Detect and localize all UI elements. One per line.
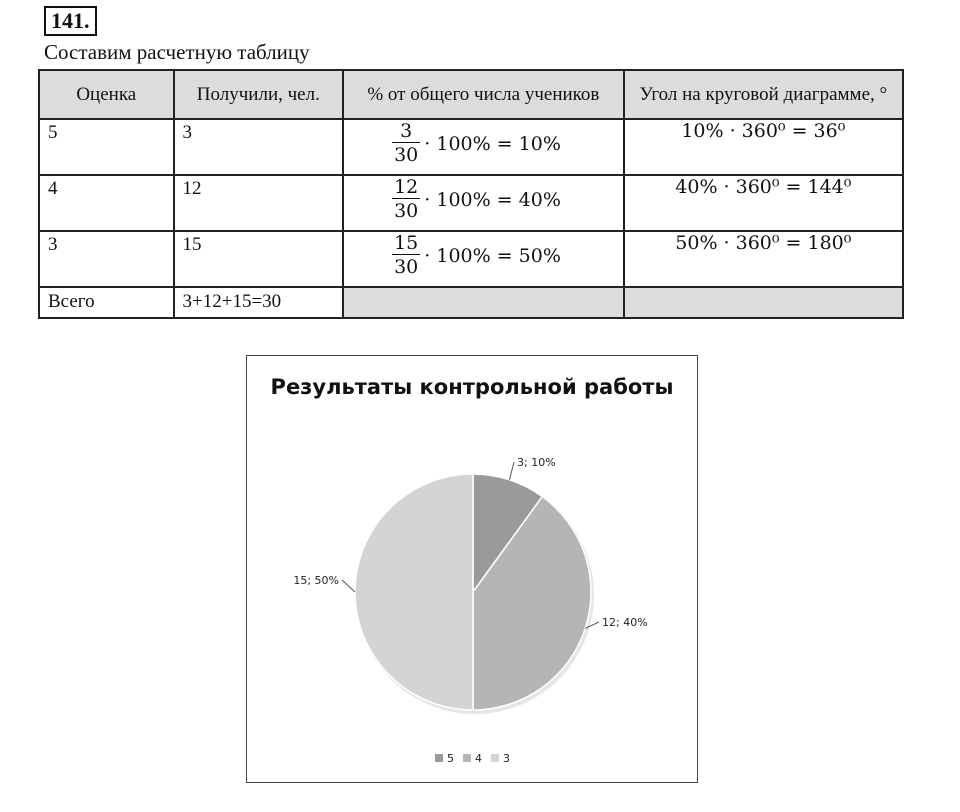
count-cell — [174, 119, 344, 175]
grade-cell — [39, 119, 174, 175]
table-row — [39, 175, 903, 231]
percent-cell — [343, 231, 624, 287]
grade-value: 4 — [48, 178, 58, 199]
table-row — [39, 231, 903, 287]
grade-cell — [39, 175, 174, 231]
angle-formula: 10% · 360⁰ = 36⁰ — [681, 120, 846, 142]
percent-formula — [352, 176, 561, 223]
legend-label-5: 5 — [447, 752, 454, 765]
percent-formula — [352, 120, 561, 167]
legend-swatch-5 — [435, 754, 443, 762]
fraction — [392, 176, 420, 223]
leader-line — [509, 462, 514, 480]
header-angle: Угол на круговой диаграмме, ° — [624, 70, 903, 119]
count-value: 12 — [182, 178, 202, 199]
fraction-numerator: 3 — [400, 120, 413, 142]
percent-result: · 100% = 50% — [424, 244, 561, 267]
total-label: Всего — [39, 287, 174, 318]
intro-text: Составим расчетную таблицу — [44, 40, 310, 64]
total-value: 3+12+15=30 — [174, 287, 344, 318]
data-label: 15; 50% — [293, 574, 339, 587]
header-count: Получили, чел. — [174, 70, 344, 119]
pie-chart-canvas — [247, 356, 697, 782]
fraction-denominator: 30 — [394, 144, 419, 166]
fraction-denominator: 30 — [394, 256, 419, 278]
data-label: 12; 40% — [602, 616, 648, 629]
pie-slice-3 — [355, 474, 473, 710]
pie-chart — [246, 355, 698, 783]
chart-title: Результаты контрольной работы — [270, 375, 674, 399]
percent-cell — [343, 119, 624, 175]
legend-label-4: 4 — [475, 752, 482, 765]
fraction-numerator: 15 — [394, 232, 419, 254]
fraction — [392, 120, 420, 167]
grade-cell — [39, 231, 174, 287]
count-value: 3 — [182, 122, 193, 143]
angle-cell — [624, 119, 903, 175]
grade-value: 3 — [48, 234, 58, 255]
problem-number: 141. — [44, 6, 97, 36]
angle-cell — [624, 231, 903, 287]
fraction — [392, 232, 420, 279]
table-row — [39, 119, 903, 175]
percent-result: · 100% = 10% — [424, 132, 561, 155]
angle-formula: 50% · 360⁰ = 180⁰ — [675, 232, 852, 254]
table-header-row — [39, 70, 903, 119]
percent-cell — [343, 175, 624, 231]
header-percent: % от общего числа учеников — [343, 70, 624, 119]
header-grade: Оценка — [39, 70, 174, 119]
fraction-numerator: 12 — [394, 176, 419, 198]
count-cell — [174, 175, 344, 231]
empty-shaded-cell — [624, 287, 903, 318]
angle-formula: 40% · 360⁰ = 144⁰ — [675, 176, 852, 198]
legend-swatch-3 — [491, 754, 499, 762]
percent-result: · 100% = 40% — [424, 188, 561, 211]
calculation-table — [38, 69, 904, 319]
fraction-denominator: 30 — [394, 200, 419, 222]
data-label: 3; 10% — [517, 456, 556, 469]
legend-label-3: 3 — [503, 752, 510, 765]
empty-shaded-cell — [343, 287, 624, 318]
grade-value: 5 — [48, 122, 58, 143]
count-cell — [174, 231, 344, 287]
percent-formula — [352, 232, 561, 279]
angle-cell — [624, 175, 903, 231]
count-value: 15 — [182, 234, 202, 255]
table-total-row — [39, 287, 903, 318]
leader-line — [342, 580, 355, 592]
legend-swatch-4 — [463, 754, 471, 762]
